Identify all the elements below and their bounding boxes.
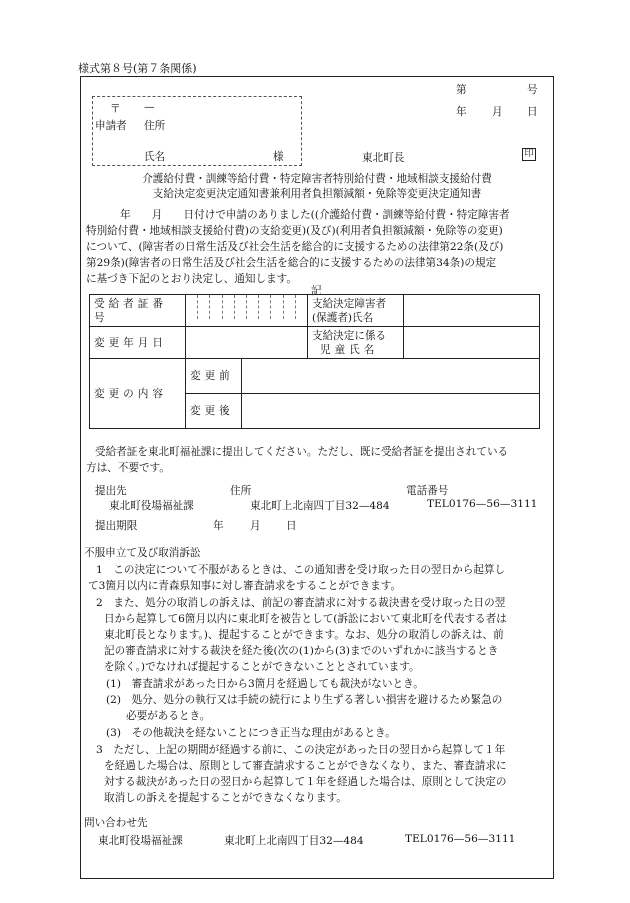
- submit-dest-label: 提出先: [95, 485, 127, 497]
- issue-number-go: 号: [527, 84, 538, 96]
- appeal-line: 記の審査請求に対する裁決を経た後(次の(1)から(3)までのいずれかに該当するとき: [104, 645, 499, 657]
- intro-line-3: について、(障害者の日常生活及び社会生活を総合的に支援するための法律第22条(及び): [86, 241, 504, 253]
- recipient-number-label: 受給者証番号: [90, 295, 186, 327]
- intro-line-5: に基づき下記のとおり決定し、通知します。: [86, 273, 298, 285]
- contact-heading: 問い合わせ先: [84, 817, 148, 829]
- appeal-line: 必要があるとき。: [126, 710, 211, 722]
- appeal-line: 取消しの訴えを提起することができなくなります。: [104, 792, 347, 804]
- change-content-label: 変更の内容: [90, 359, 186, 429]
- guardian-name-value: [404, 295, 540, 327]
- appeal-line: を除く。)でなければ提起することができないこととされています。: [104, 661, 420, 673]
- change-date-label: 変更年月日: [90, 327, 186, 359]
- appeal-line: 3 ただし、上記の期間が経過する前に、この決定があった日の翌日から起算して１年: [96, 744, 506, 756]
- after-value: [242, 394, 540, 429]
- form-number: 様式第８号(第７条関係): [78, 62, 197, 75]
- after-label: 変更後: [186, 394, 242, 429]
- issue-date-year: 年: [456, 106, 467, 118]
- appeal-heading: 不服申立て及び取消訴訟: [84, 547, 201, 559]
- mayor-title: 東北町長: [362, 152, 405, 164]
- appeal-line: 日から起算して6箇月以内に東北町を被告として(訴訟において東北町を代表する者は: [104, 613, 507, 625]
- submit-phone-label: 電話番号: [406, 485, 449, 497]
- appeal-line: て3箇月以内に青森県知事に対し審査請求をすることができます。: [88, 580, 402, 592]
- recipient-number-cells: [186, 295, 308, 327]
- postal-dash: —: [144, 101, 155, 113]
- appeal-line: を経過した場合は、原則として審査請求することができなくなり、また、審査請求に: [104, 760, 507, 772]
- submit-address-label: 住所: [230, 485, 252, 497]
- address-label: 住所: [144, 120, 166, 132]
- submit-dest: 東北町役場福祉課: [109, 500, 194, 512]
- contact-phone: TEL0176—56—3111: [405, 833, 516, 845]
- applicant-label: 申請者: [95, 120, 127, 132]
- deadline-label: 提出期限: [95, 520, 138, 532]
- before-value: [242, 359, 540, 394]
- sama-suffix: 様: [273, 151, 284, 163]
- appeal-line: (3) その他裁決を経ないことにつき正当な理由があるとき。: [106, 727, 396, 739]
- issue-date-month: 月: [492, 106, 503, 118]
- submit-phone: TEL0176—56—3111: [427, 498, 538, 510]
- contact-dept: 東北町役場福祉課: [98, 835, 183, 847]
- seal-stamp: 印: [522, 148, 536, 161]
- submit-note-line-2: 方は、不要です。: [86, 462, 170, 474]
- ki-heading: 記: [311, 285, 322, 297]
- intro-line-4: 第29条)(障害者の日常生活及び社会生活を総合的に支援するための法律第34条)の規定: [86, 257, 497, 269]
- child-name-label: 支給決定に係る 児童氏名: [308, 327, 404, 359]
- postal-mark: 〒: [110, 103, 121, 115]
- guardian-name-label: 支給決定障害者 (保護者)氏名: [308, 295, 404, 327]
- before-label: 変更前: [186, 359, 242, 394]
- child-name-value: [404, 327, 540, 359]
- appeal-line: 2 また、処分の取消しの訴えは、前記の審査請求に対する裁決書を受け取った日の翌: [96, 597, 506, 609]
- name-label: 氏名: [144, 151, 166, 163]
- deadline-year: 年: [213, 520, 224, 532]
- appeal-line: (2) 処分、処分の執行又は手続の続行により生ずる著しい損害を避けるため緊急の: [106, 694, 503, 706]
- deadline-day: 日: [286, 520, 297, 532]
- appeal-line: (1) 審査請求があった日から3箇月を経過しても裁決がないとき。: [106, 678, 424, 690]
- title-line-1: 介護給付費・訓練等給付費・特定障害者特別給付費・地域相談支援給付費: [142, 173, 492, 185]
- submit-address: 東北町上北南四丁目32—484: [250, 500, 390, 512]
- submit-note-line-1: 受給者証を東北町福祉課に提出してください。ただし、既に受給者証を提出されている: [95, 446, 509, 458]
- appeal-line: 1 この決定について不服があるときは、この通知書を受け取った日の翌日から起算し: [96, 564, 506, 576]
- contact-address: 東北町上北南四丁目32—484: [224, 835, 364, 847]
- change-date-value: [186, 327, 308, 359]
- title-line-2: 支給決定変更決定通知書兼利用者負担額減額・免除等変更決定通知書: [152, 188, 482, 200]
- details-table: [89, 294, 540, 429]
- issue-number-dai: 第: [456, 84, 467, 96]
- issue-date-day: 日: [527, 106, 538, 118]
- appeal-line: 東北町長となります。)、提起することができます。なお、処分の取消しの訴えは、前: [104, 629, 504, 641]
- intro-line-1: 年 月 日付けで申請のありました((介護給付費・訓練等給付費・特定障害者: [120, 209, 510, 221]
- appeal-line: 対する裁決があった日の翌日から起算して１年を経過した場合は、原則として決定の: [104, 776, 507, 788]
- deadline-month: 月: [250, 520, 261, 532]
- intro-line-2: 特別給付費・地域相談支援給付費)の支給変更)(及び)(利用者負担額減額・免除等の変更): [86, 225, 503, 237]
